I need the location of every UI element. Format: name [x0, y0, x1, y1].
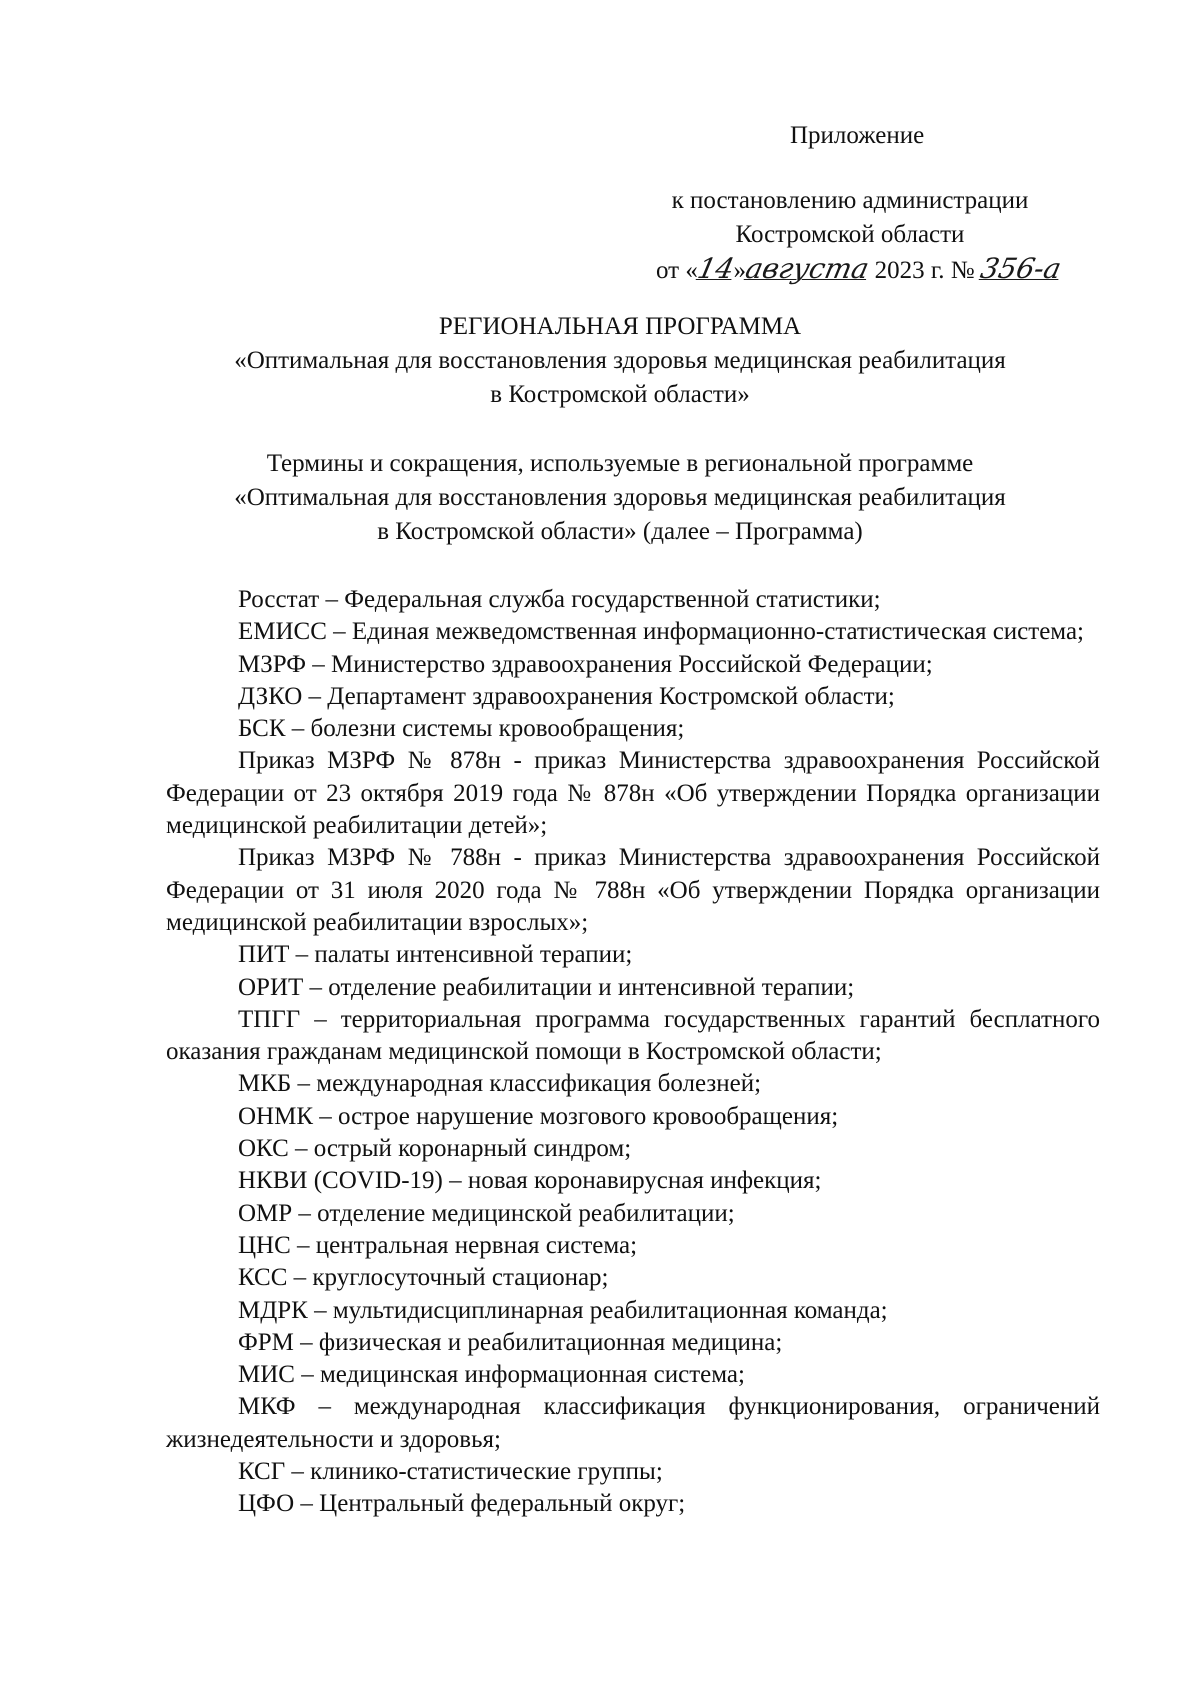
- resolution-block: [620, 184, 1080, 288]
- terms-heading-line-1: Термины и сокращения, используемые в региональной программе: [266, 450, 974, 477]
- terms-heading-line-2: «Оптимальная для восстановления здоровья медицинская реабилитация: [234, 484, 1006, 511]
- term-item: ФРМ – физическая и реабилитационная медицина;: [238, 1328, 783, 1356]
- term-item: НКВИ (COVID-19) – новая коронавирусная инфекция;: [238, 1167, 822, 1195]
- term-item: ОМР – отделение медицинской реабилитации;: [238, 1199, 735, 1227]
- term-item: МКФ – международная классификация функционирования, ограничений жизнедеятельности и здоровья;: [166, 1393, 1100, 1453]
- term-item: БСК – болезни системы кровообращения;: [238, 715, 685, 743]
- resolution-line: к постановлению администрации: [671, 187, 1029, 214]
- title-line-3: в Костромской области»: [490, 381, 750, 408]
- date-year: 2023 г. №: [874, 257, 975, 284]
- term-item: Росстат – Федеральная служба государственной статистики;: [238, 586, 881, 613]
- appendix-label: Приложение: [790, 122, 925, 149]
- program-title: [120, 310, 1120, 412]
- date-day-handwritten: 14: [694, 252, 738, 285]
- term-item: МИС – медицинская информационная система;: [238, 1361, 745, 1389]
- doc-number-handwritten: 356-а: [977, 252, 1065, 285]
- term-item: ОКС – острый коронарный синдром;: [238, 1135, 632, 1163]
- term-item: ОНМК – острое нарушение мозгового кровообращения;: [238, 1102, 839, 1130]
- title-line-2: «Оптимальная для восстановления здоровья медицинская реабилитация: [234, 347, 1006, 374]
- terms-list: [166, 584, 1100, 1521]
- terms-heading: [120, 447, 1120, 549]
- term-item: ЦНС – центральная нервная система;: [238, 1231, 638, 1259]
- terms-heading-line-3: в Костромской области» (далее – Программа): [377, 518, 863, 545]
- date-mid: »: [733, 257, 746, 284]
- term-item: ЕМИСС – Единая межведомственная информационно-статистическая система;: [238, 618, 1084, 646]
- term-item: МДРК – мультидисциплинарная реабилитационная команда;: [238, 1296, 888, 1324]
- term-item: ЦФО – Центральный федеральный округ;: [238, 1490, 686, 1518]
- term-item: ТПГГ – территориальная программа государственных гарантий бесплатного оказания гражданам медицинской помощи в Костромской области;: [166, 1005, 1100, 1066]
- term-item: МКБ – международная классификация болезней;: [238, 1070, 762, 1098]
- date-line: [620, 252, 1080, 288]
- title-line-1: РЕГИОНАЛЬНАЯ ПРОГРАММА: [438, 313, 802, 340]
- date-prefix: от «: [656, 257, 698, 284]
- term-item: ОРИТ – отделение реабилитации и интенсивной терапии;: [238, 973, 855, 1001]
- term-item: ДЗКО – Департамент здравоохранения Костромской области;: [238, 682, 895, 710]
- term-item: Приказ МЗРФ № 788н - приказ Министерства здравоохранения Российской Федерации от 31 июля 2020 года № 788н «Об утверждении Порядка организации медицинской реабилитации взрослых»;: [166, 844, 1100, 936]
- term-item: Приказ МЗРФ № 878н - приказ Министерства здравоохранения Российской Федерации от 23 октября 2019 года № 878н «Об утверждении Порядка организации медицинской реабилитации детей»;: [166, 747, 1100, 840]
- term-item: МЗРФ – Министерство здравоохранения Российской Федерации;: [238, 650, 933, 678]
- term-item: КСГ – клинико-статистические группы;: [238, 1458, 663, 1486]
- term-item: ПИТ – палаты интенсивной терапии;: [238, 941, 633, 969]
- date-month-handwritten: августа: [742, 252, 872, 285]
- region-line: Костромской области: [735, 221, 965, 248]
- term-item: КСС – круглосуточный стационар;: [238, 1264, 609, 1292]
